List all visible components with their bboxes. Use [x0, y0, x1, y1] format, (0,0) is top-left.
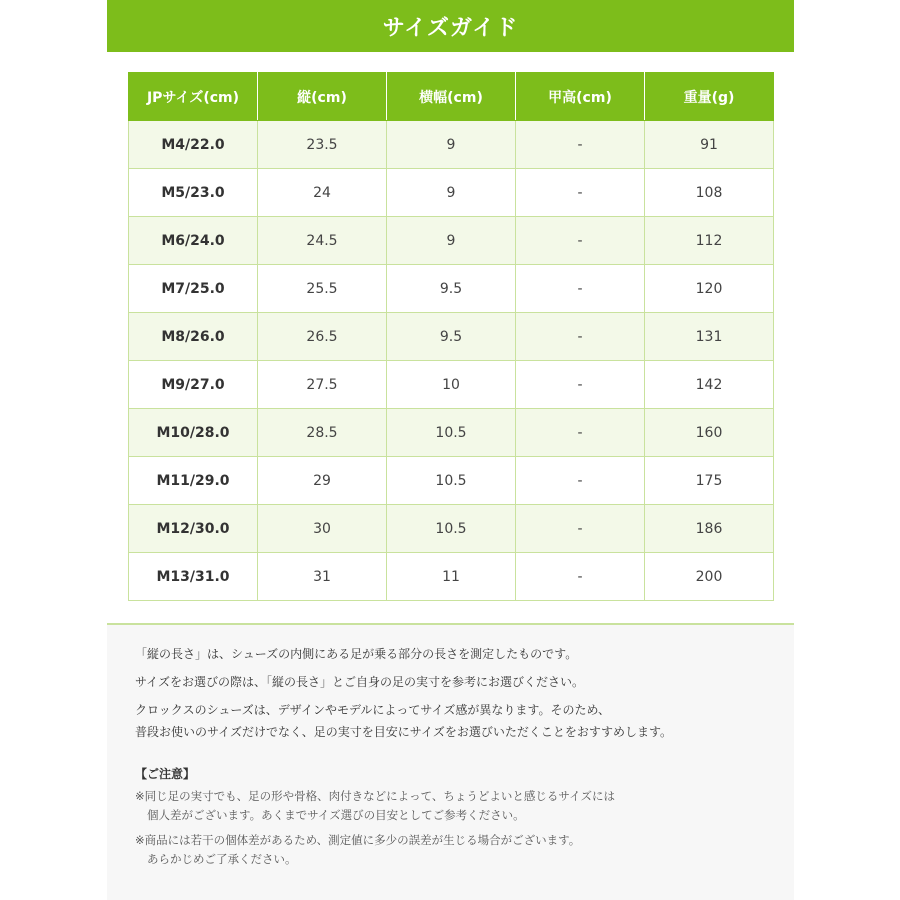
- table-row: [129, 169, 774, 217]
- cell-instep: -: [516, 505, 645, 553]
- cell-instep: -: [516, 361, 645, 409]
- cell-instep: -: [516, 265, 645, 313]
- table-row: [129, 553, 774, 601]
- cell-size: M5/23.0: [129, 169, 258, 217]
- cell-size: M4/22.0: [129, 121, 258, 169]
- cell-length: 27.5: [258, 361, 387, 409]
- cell-width: 9: [387, 217, 516, 265]
- caution-note-1-line-1: ※同じ足の実寸でも、足の形や骨格、肉付きなどによって、ちょうどよいと感じるサイズには: [135, 789, 615, 803]
- column-header-instep: 甲高(cm): [516, 73, 645, 121]
- cell-weight: 120: [645, 265, 774, 313]
- cell-weight: 112: [645, 217, 774, 265]
- table-row: [129, 121, 774, 169]
- cell-weight: 160: [645, 409, 774, 457]
- cell-width: 10.5: [387, 457, 516, 505]
- cell-size: M10/28.0: [129, 409, 258, 457]
- cell-instep: -: [516, 409, 645, 457]
- cell-instep: -: [516, 169, 645, 217]
- cell-length: 23.5: [258, 121, 387, 169]
- table-header-row: [129, 73, 774, 121]
- table-row: [129, 361, 774, 409]
- table-row: [129, 313, 774, 361]
- cell-length: 25.5: [258, 265, 387, 313]
- cell-size: M8/26.0: [129, 313, 258, 361]
- notes-section: [107, 623, 794, 900]
- cell-length: 30: [258, 505, 387, 553]
- cell-weight: 108: [645, 169, 774, 217]
- cell-weight: 142: [645, 361, 774, 409]
- cell-width: 9: [387, 169, 516, 217]
- cell-width: 10.5: [387, 505, 516, 553]
- cell-size: M9/27.0: [129, 361, 258, 409]
- cell-width: 9.5: [387, 313, 516, 361]
- cell-length: 24.5: [258, 217, 387, 265]
- cell-length: 28.5: [258, 409, 387, 457]
- cell-weight: 91: [645, 121, 774, 169]
- table-row: [129, 457, 774, 505]
- cell-size: M13/31.0: [129, 553, 258, 601]
- size-guide-header: [107, 0, 794, 52]
- cell-width: 10.5: [387, 409, 516, 457]
- table-row: [129, 265, 774, 313]
- cell-width: 9: [387, 121, 516, 169]
- cell-size: M12/30.0: [129, 505, 258, 553]
- caution-note-2-line-2: あらかじめご了承ください。: [147, 852, 297, 866]
- note-fit-variation: クロックスのシューズは、デザインやモデルによってサイズ感が異なります。そのため、: [135, 703, 610, 717]
- cell-instep: -: [516, 217, 645, 265]
- cell-instep: -: [516, 313, 645, 361]
- note-size-selection: サイズをお選びの際は、「縦の長さ」とご自身の足の実寸を参考にお選びください。: [135, 675, 585, 689]
- size-table: [128, 72, 774, 601]
- column-header-width: 横幅(cm): [387, 73, 516, 121]
- cell-length: 29: [258, 457, 387, 505]
- table-row: [129, 409, 774, 457]
- cell-length: 26.5: [258, 313, 387, 361]
- cell-weight: 175: [645, 457, 774, 505]
- cell-width: 10: [387, 361, 516, 409]
- cell-size: M7/25.0: [129, 265, 258, 313]
- cell-size: M11/29.0: [129, 457, 258, 505]
- caution-note-1-line-2: 個人差がございます。あくまでサイズ選びの目安としてご参考ください。: [147, 808, 525, 822]
- column-header-length: 縦(cm): [258, 73, 387, 121]
- page-title: サイズガイド: [382, 15, 519, 41]
- cell-instep: -: [516, 553, 645, 601]
- cell-instep: -: [516, 457, 645, 505]
- caution-note-2: [135, 831, 794, 869]
- column-header-jp-size: JPサイズ(cm): [129, 73, 258, 121]
- caution-title: 【ご注意】: [135, 767, 196, 781]
- caution-note-1: [135, 787, 794, 825]
- caution-note-2-line-1: ※商品には若干の個体差があるため、測定値に多少の誤差が生じる場合がございます。: [135, 833, 581, 847]
- note-length-definition: 「縦の長さ」は、シューズの内側にある足が乗る部分の長さを測定したものです。: [135, 647, 578, 661]
- note-fit-variation-cont: 普段お使いのサイズだけでなく、足の実寸を目安にサイズをお選びいただくことをおすすめします。: [135, 725, 673, 739]
- table-row: [129, 505, 774, 553]
- cell-size: M6/24.0: [129, 217, 258, 265]
- table-row: [129, 217, 774, 265]
- cell-length: 24: [258, 169, 387, 217]
- cell-weight: 131: [645, 313, 774, 361]
- cell-width: 11: [387, 553, 516, 601]
- column-header-weight: 重量(g): [645, 73, 774, 121]
- cell-weight: 186: [645, 505, 774, 553]
- cell-width: 9.5: [387, 265, 516, 313]
- cell-length: 31: [258, 553, 387, 601]
- cell-instep: -: [516, 121, 645, 169]
- cell-weight: 200: [645, 553, 774, 601]
